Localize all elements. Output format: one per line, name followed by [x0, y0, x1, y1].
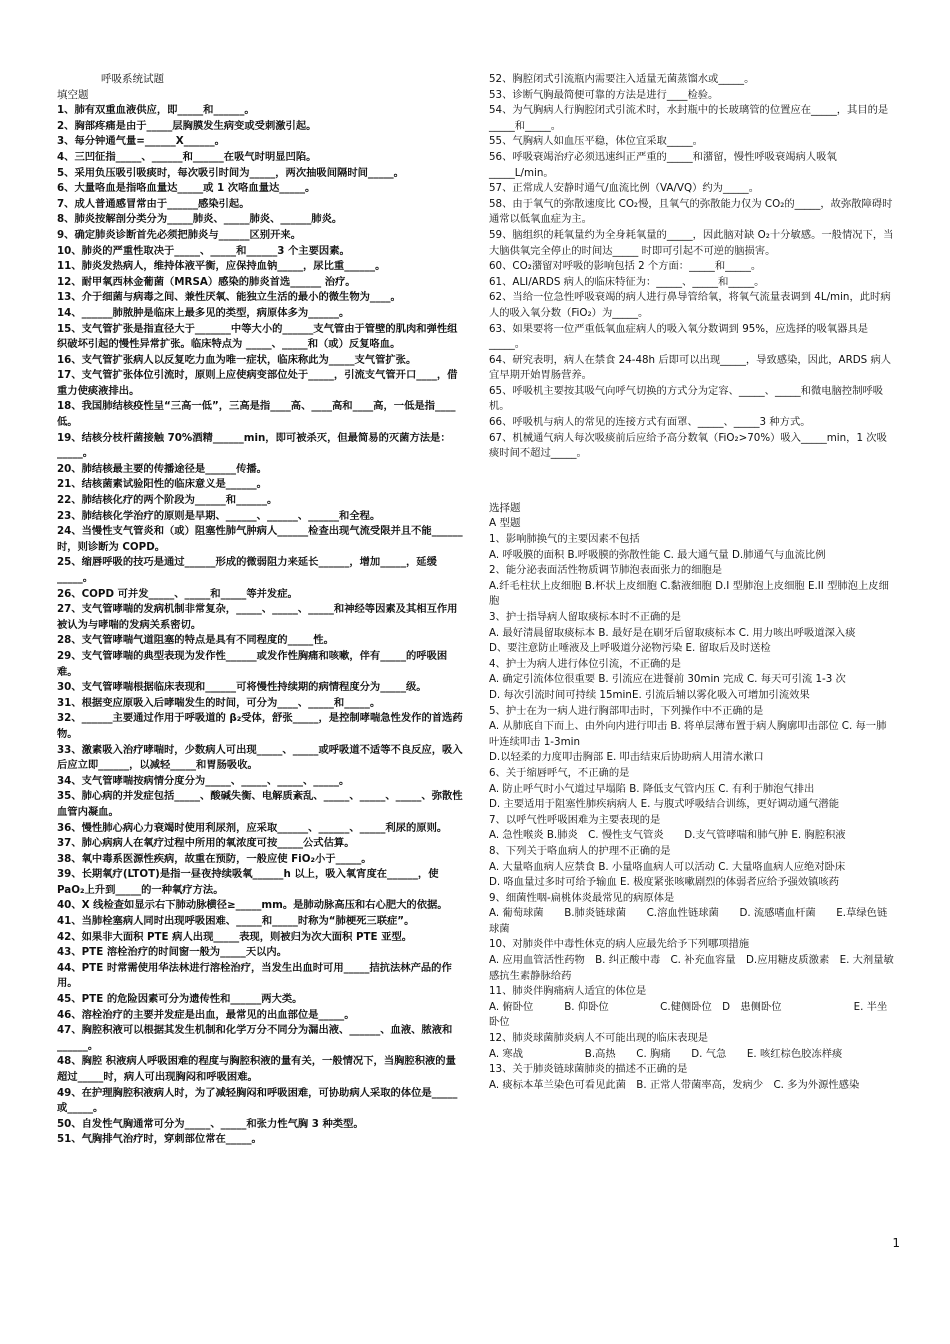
fill-question: 38、氧中毒系医源性疾病，故重在预防，一般应使 FiO₂小于_____。	[57, 852, 372, 865]
fill-question: 63、如果要将一位严重低氧血症病人的吸入氧分数调到 95%，应选择的吸氧器具是_____。	[489, 322, 869, 351]
choice-question-line: D. 每次引流时间可持续 15minE. 引流后辅以雾化吸入可增加引流效果	[489, 688, 810, 701]
choice-question-line: D.以轻柔的力度叩击胸部 E. 叩击结束后协助病人用清水漱口	[489, 751, 764, 764]
choice-question-line: A. 呼吸膜的面积 B.呼吸膜的弥散性能 C. 最大通气量 D.肺通气与血流比例	[489, 548, 826, 561]
fill-question: 4、三凹征指_____、______和______在吸气时明显凹陷。	[57, 150, 317, 163]
fill-question: 52、胸腔闭式引流瓶内需要注入适量无菌蒸馏水或_____。	[489, 73, 755, 85]
fill-question: 6、大量咯血是指咯血量达_____或 1 次咯血量达_____。	[57, 182, 316, 195]
fill-question: 50、自发性气胸通常可分为_____、_____和张力性气胸 3 种类型。	[57, 1117, 364, 1130]
choice-question-line: 3、护士指导病人留取痰标本时不正确的是	[489, 611, 681, 623]
choice-question-line: A. 大量咯血病人应禁食 B. 小量咯血病人可以活动 C. 大量咯血病人应绝对卧床	[489, 860, 846, 873]
document-title: 呼吸系统试题	[101, 73, 164, 85]
fill-question: 62、当给一位急性呼吸衰竭的病人进行鼻导管给氧，将氧气流量表调到 4L/min，此时病人的吸入氧分数（FiO₂）为_____。	[489, 291, 891, 319]
fill-question: 30、支气管哮喘根据临床表现和______可将慢性持续期的病情程度分为_____级。	[57, 681, 427, 694]
fill-question: 34、支气管哮喘按病情分度分为_____、_____、_____、_____。	[57, 774, 350, 787]
fill-question: 31、根据变应原吸入后哮喘发生的时间，可分为____、_____和_____。	[57, 696, 381, 709]
fill-question: 61、ALI/ARDS 病人的临床特征为：_____、_____和_____。	[489, 275, 765, 288]
fill-question: 67、机械通气病人每次吸痰前后应给予高分数氧（FiO₂>70%）吸入_____min，1 次吸痰时间不超过_____。	[489, 431, 887, 460]
fill-question: 48、胸腔 积液病人呼吸困难的程度与胸腔积液的量有关，一般情况下，当胸腔积液的量超过_____时，病人可出现胸闷和呼吸困难。	[57, 1055, 456, 1083]
choice-question-line: 11、肺炎伴胸痛病人适宜的体位是	[489, 985, 647, 998]
fill-question-list	[57, 103, 463, 1148]
fill-question-list-continued	[489, 72, 896, 462]
fill-question: 11、肺炎发热病人，维持体液平衡，应保持血钠_____，尿比重______。	[57, 260, 386, 273]
fill-section-label: 填空题	[57, 88, 89, 101]
fill-question: 36、慢性肺心病心力衰竭时使用利尿剂，应采取______、______、_____利尿的原则。	[57, 821, 448, 834]
fill-question: 23、肺结核化学治疗的原则是早期、______、______、______和全程。	[57, 509, 381, 522]
choice-question-line: A. 应用血管活性药物 B. 纠正酸中毒 C. 补充血容量 D.应用糖皮质激素 E. 大剂量敏感抗生素静脉给药	[489, 954, 894, 982]
fill-question: 49、在护理胸腔积液病人时，为了减轻胸闷和呼吸困难，可协助病人采取的体位是_____或_____。	[57, 1086, 458, 1115]
fill-question: 14、______肺脓肿是临床上最多见的类型，病原体多为______。	[57, 306, 350, 319]
choice-question-line: 10、对肺炎伴中毒性休克的病人应最先给予下列哪项措施	[489, 938, 750, 951]
page-number: 1	[892, 1236, 900, 1250]
fill-question: 51、气胸排气治疗时，穿刺部位常在_____。	[57, 1133, 262, 1146]
choice-question-line: 9、细菌性咽-扁桃体炎最常见的病原体是	[489, 891, 675, 904]
choice-question-list	[489, 532, 896, 1093]
fill-question: 28、支气管哮喘气道阻塞的特点是具有不同程度的_____性。	[57, 634, 334, 647]
left-column	[57, 72, 463, 1148]
fill-question: 20、肺结核最主要的传播途径是______传播。	[57, 462, 267, 475]
fill-question: 16、支气管扩张病人以反复吃力血为唯一症状，临床称此为_____支气管扩张。	[57, 353, 417, 366]
fill-question: 25、缩唇呼吸的技巧是通过______形成的微弱阻力来延长______，增加_____，延缓_____。	[57, 556, 437, 584]
choice-question-line: A.纤毛柱状上皮细胞 B.杯状上皮细胞 C.黏液细胞 D.I 型肺泡上皮细胞 E.II 型肺泡上皮细胞	[489, 579, 889, 608]
choice-question-line: 2、能分泌表面活性物质调节肺泡表面张力的细胞是	[489, 564, 723, 577]
choice-question-line: A. 寒战 B.高热 C. 胸痛 D. 气急 E. 咳红棕色胶冻样痰	[489, 1047, 843, 1060]
choice-question-line: 13、关于肺炎链球菌肺炎的描述不正确的是	[489, 1063, 688, 1076]
fill-question: 57、正常成人安静时通气/血流比例（VA/VQ）约为_____。	[489, 182, 760, 195]
choice-question-line: A. 急性喉炎 B.肺炎 C. 慢性支气管炎 D.支气管哮喘和肺气肿 E. 胸腔积液	[489, 829, 846, 842]
fill-question: 29、支气管哮喘的典型表现为发作性______或发作性胸痛和咳嗽，伴有_____的呼吸困难。	[57, 649, 448, 678]
choice-question-line: A. 葡萄球菌 B.肺炎链球菌 C.溶血性链球菌 D. 流感嗜血杆菌 E.草绿色链球菌	[489, 907, 888, 935]
fill-question: 32、______主要通过作用于呼吸道的 β₂受体，舒张_____，是控制哮喘急性发作的首选药物。	[57, 712, 463, 740]
fill-question: 46、溶栓治疗的主要并发症是出血，最常见的出血部位是_____。	[57, 1008, 355, 1021]
fill-question: 13、介于细菌与病毒之间、兼性厌氧、能独立生活的最小的微生物为____。	[57, 291, 401, 304]
fill-question: 37、肺心病病人在氧疗过程中所用的氧浓度可按_____公式估算。	[57, 837, 355, 850]
fill-question: 26、COPD 可并发_____、_____和_____等并发症。	[57, 587, 298, 600]
fill-question: 1、肺有双重血液供应，即_____和______。	[57, 104, 255, 117]
fill-question: 58、由于氧气的弥散速度比 CO₂慢，且氧气的弥散能力仅为 CO₂的_____，故弥散障碍时通常以低氧血症为主。	[489, 197, 893, 226]
choice-question-line: A. 俯卧位 B. 仰卧位 C.健侧卧位 D 患侧卧位 E. 半坐卧位	[489, 1000, 888, 1029]
fill-question: 59、脑组织的耗氧量约为全身耗氧量的_____，因此脑对缺 O₂十分敏感。一般情况下，当大脑供氧完全停止的时间达_____ 时即可引起不可逆的脑损害。	[489, 228, 894, 257]
fill-question: 19、结核分枝杆菌接触 70%酒精______min，即可被杀灭，但最简易的灭菌方法是：_____。	[57, 431, 451, 460]
fill-question: 42、如果非大面积 PTE 病人出现_____表现，则被归为次大面积 PTE 亚型。	[57, 930, 413, 943]
fill-question: 54、为气胸病人行胸腔闭式引流术时，水封瓶中的长玻璃管的位置应在_____，其目的是_____和_____。	[489, 104, 889, 132]
choice-question-line: D、要注意防止唾液及上呼吸道分泌物污染 E. 留取后及时送检	[489, 642, 771, 655]
choice-question-line: 1、影响肺换气的主要因素不包括	[489, 533, 640, 546]
fill-question: 43、PTE 溶栓治疗的时间窗一般为_____天以内。	[57, 946, 288, 959]
fill-question: 21、结核菌素试验阳性的临床意义是______。	[57, 478, 267, 491]
choice-question-line: 8、下列关于咯血病人的护理不正确的是	[489, 844, 671, 857]
fill-question: 39、长期氧疗(LTOT)是指一昼夜持续吸氧______h 以上，吸入氧宵度在______，使 PaO₂上升到_____的一种氧疗方法。	[57, 868, 439, 896]
fill-question: 2、胸部疼痛是由于_____层胸膜发生病变或受刺激引起。	[57, 119, 317, 132]
fill-question: 53、诊断气胸最简便可靠的方法是进行____检验。	[489, 88, 719, 101]
choice-question-line: A. 痰标本革兰染色可看见此菌 B. 正常人带菌率高，发病少 C. 多为外源性感染	[489, 1078, 860, 1091]
fill-question: 66、呼吸机与病人的常见的连接方式有面罩、_____、_____3 种方式。	[489, 416, 811, 429]
choice-question-line: 5、护士在为一病人进行胸部叩击时，下列操作中不正确的是	[489, 704, 764, 717]
choice-question-line: A. 最好清晨留取痰标本 B. 最好是在刷牙后留取痰标本 C. 用力咳出呼吸道深入痰	[489, 626, 856, 639]
fill-question: 47、胸腔积液可以根据其发生机制和化学万分不同分为漏出液、______、血液、脓液和______。	[57, 1024, 453, 1052]
choice-question-line: 12、肺炎球菌肺炎病人不可能出现的临床表现是	[489, 1032, 709, 1045]
choice-question-line: A. 从肺底自下而上、由外向内进行叩击 B. 将单层薄布置于病人胸廓叩击部位 C. 每一肺叶连续叩击 1-3min	[489, 720, 887, 748]
fill-question: 17、支气管扩张体位引流时，原则上应使病变部位处于_____，引流支气管开口____，借重力使痰液排出。	[57, 369, 458, 397]
choice-section-label: 选择题	[489, 501, 521, 514]
right-column	[489, 72, 896, 1093]
choice-question-line: 6、关于缩唇呼气，不正确的是	[489, 766, 630, 779]
fill-question: 41、当肺栓塞病人同时出现呼吸困难、_____和_____时称为“肺梗死三联症”。	[57, 915, 415, 928]
fill-question: 45、PTE 的危险因素可分为遗传性和______两大类。	[57, 993, 303, 1006]
fill-question: 65、呼吸机主要按其吸气向呼气切换的方式分为定容、_____、_____和微电脑控制呼吸机。	[489, 384, 884, 413]
fill-question: 8、肺炎按解剖分类分为_____肺炎、_____肺炎、______肺炎。	[57, 213, 343, 226]
fill-question: 64、研究表明，病人在禁食 24-48h 后即可以出现_____，导致感染，因此，ARDS 病人宜早期开始胃肠营养。	[489, 353, 892, 382]
fill-question: 12、耐甲氧西林金葡菌（MRSA）感染的肺炎首选______ 治疗。	[57, 275, 356, 288]
fill-question: 18、我国肺结核疫性呈“三高一低”，三高是指____高、____高和____高，一低是指____低。	[57, 400, 456, 429]
choice-question-line: D. 主要适用于阻塞性肺疾病病人 E. 与腹式呼吸结合训练，更好调动通气潜能	[489, 798, 840, 811]
fill-question: 55、气胸病人如血压平稳，体位宜采取_____。	[489, 135, 703, 148]
choice-question-line: A. 防止呼气时小气道过早塌陷 B. 降低支气管内压 C. 有利于肺泡气排出	[489, 782, 815, 795]
choice-question-line: 4、护士为病人进行体位引流，不正确的是	[489, 657, 681, 670]
fill-question: 33、激素吸入治疗哮喘时，少数病人可出现_____、_____或呼吸道不适等不良反应，吸入后应立即______，以减轻_____和胃肠吸收。	[57, 743, 463, 772]
fill-question: 56、呼吸衰竭治疗必须迅速纠正严重的_____和潴留，慢性呼吸衰竭病人吸氧_____L/min。	[489, 150, 837, 179]
fill-question: 3、每分钟通气量=______X______。	[57, 135, 225, 148]
choice-question-line: D. 咯血量过多时可给予输血 E. 极度紧张咳嗽剧烈的体弱者应给予强效镇咳药	[489, 876, 840, 889]
fill-question: 22、肺结核化疗的两个阶段为______和______。	[57, 494, 278, 507]
fill-question: 44、PTE 时常需使用华法林进行溶栓治疗，当发生出血时可用_____拮抗法林产品的作用。	[57, 961, 452, 990]
fill-question: 9、确定肺炎诊断首先必须把肺炎与______区别开来。	[57, 228, 301, 241]
fill-question: 27、支气管哮喘的发病机制非常复杂，_____、_____、_____和神经等因素及其相互作用被认为与哮喘的发病关系密切。	[57, 603, 458, 631]
fill-question: 7、成人普通感冒常由于______感染引起。	[57, 197, 250, 210]
fill-question: 35、肺心病的并发症包括_____、酸碱失衡、电解质紊乱、_____、_____、_____、弥散性血管内凝血。	[57, 790, 463, 818]
fill-question: 60、CO₂潴留对呼吸的影响包括 2 个方面：_____和_____。	[489, 260, 762, 273]
fill-question: 15、支气管扩张是指直径大于_______中等大小的______支气管由于管壁的肌肉和弹性组织破坏引起的慢性异常扩张。临床特点为 _____、_____和（或）反复咯血。	[57, 322, 458, 351]
fill-question: 5、采用负压吸引吸痰时，每次吸引时间为_____，两次抽吸间隔时间_____。	[57, 166, 404, 179]
choice-question-line: A. 确定引流体位很重要 B. 引流应在进餐前 30min 完成 C. 每天可引流 1-3 次	[489, 673, 846, 686]
fill-question: 40、X 线检查如显示右下肺动脉横径≥_____mm。是肺动脉高压和右心肥大的依据。	[57, 899, 448, 912]
fill-question: 24、当慢性支气管炎和（或）阻塞性肺气肿病人______检查出现气流受限并且不能______时，则诊断为 COPD。	[57, 525, 463, 553]
fill-question: 10、肺炎的严重性取决于_____、_____和______3 个主要因素。	[57, 244, 350, 257]
choice-question-line: 7、以呼气性呼吸困难为主要表现的是	[489, 813, 661, 826]
a-type-label: A 型题	[489, 517, 521, 530]
